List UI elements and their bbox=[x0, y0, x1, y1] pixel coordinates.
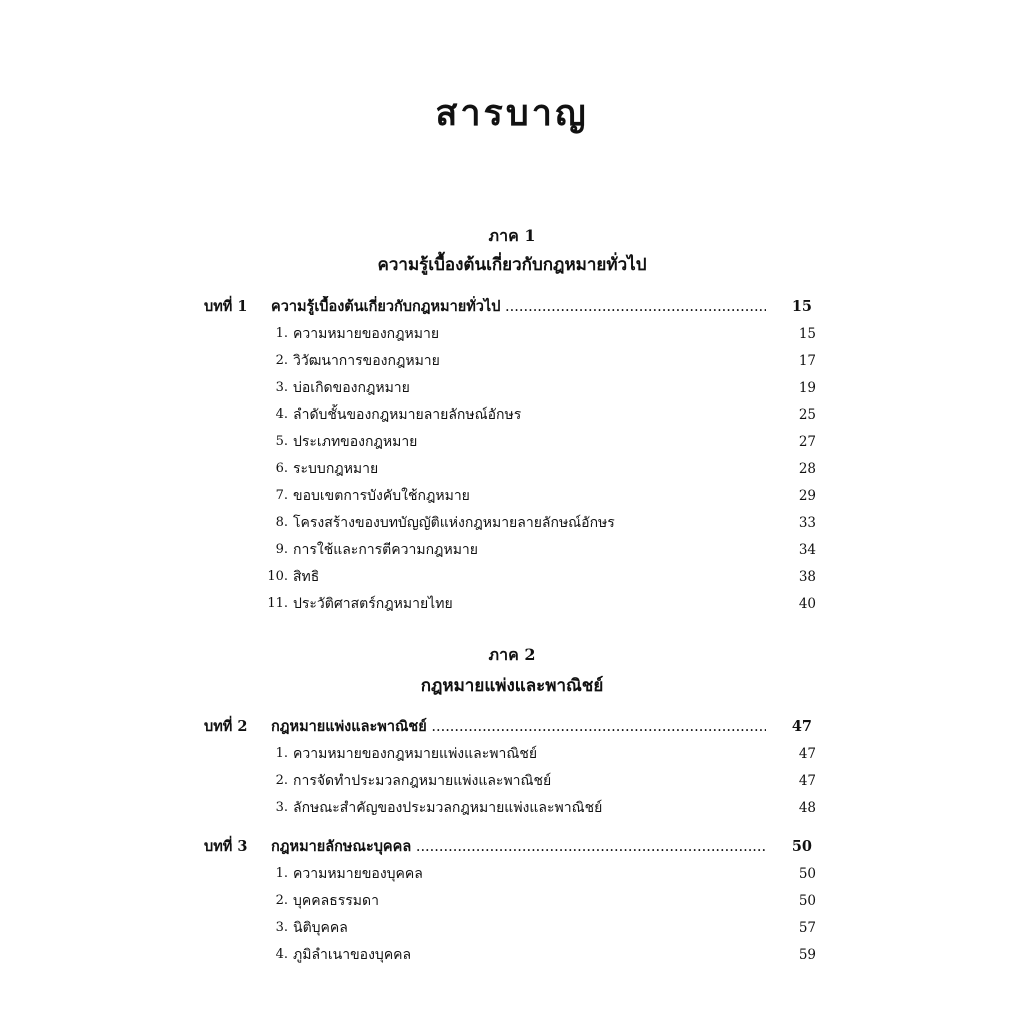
item-page: 33 bbox=[798, 515, 816, 531]
item-page: 47 bbox=[798, 746, 816, 762]
toc-item[interactable] bbox=[260, 566, 820, 588]
toc-item[interactable] bbox=[260, 539, 820, 561]
item-number: 8. bbox=[275, 515, 288, 530]
item-title: ขอบเขตการบังคับใช้กฎหมาย bbox=[293, 488, 470, 504]
chapter-3-page: 50 bbox=[791, 838, 812, 855]
item-title: ประเภทของกฎหมาย bbox=[293, 434, 418, 450]
item-title: การใช้และการตีความกฎหมาย bbox=[293, 542, 478, 558]
item-number: 3. bbox=[275, 380, 288, 395]
chapter-2-label: บทที่ 2 bbox=[204, 718, 248, 735]
item-title: ความหมายของกฎหมายแพ่งและพาณิชย์ bbox=[293, 746, 538, 762]
chapter-1-label: บทที่ 1 bbox=[204, 298, 248, 315]
item-number: 9. bbox=[275, 542, 288, 557]
chapter-3-label: บทที่ 3 bbox=[204, 838, 248, 855]
toc-item[interactable] bbox=[260, 350, 820, 372]
toc-item[interactable] bbox=[260, 890, 820, 912]
item-title: การจัดทำประมวลกฎหมายแพ่งและพาณิชย์ bbox=[293, 773, 552, 789]
item-page: 50 bbox=[798, 893, 816, 909]
item-title: สิทธิ bbox=[293, 569, 320, 585]
part-1-title: ความรู้เบื้องต้นเกี่ยวกับกฎหมายทั่วไป bbox=[377, 255, 647, 275]
item-number: 4. bbox=[275, 407, 288, 422]
item-title: นิติบุคคล bbox=[293, 920, 348, 936]
chapter-1-row[interactable] bbox=[204, 296, 824, 318]
item-page: 47 bbox=[798, 773, 816, 789]
item-page: 40 bbox=[798, 596, 816, 612]
chapter-2-row[interactable] bbox=[204, 716, 824, 738]
item-title: ลักษณะสำคัญของประมวลกฎหมายแพ่งและพาณิชย์ bbox=[293, 800, 603, 816]
toc-item[interactable] bbox=[260, 377, 820, 399]
toc-item[interactable] bbox=[260, 404, 820, 426]
toc-item[interactable] bbox=[260, 944, 820, 966]
toc-item[interactable] bbox=[260, 863, 820, 885]
part-1-label: ภาค 1 bbox=[488, 226, 536, 245]
item-page: 25 bbox=[798, 407, 816, 423]
item-number: 1. bbox=[275, 746, 288, 761]
item-number: 10. bbox=[267, 569, 288, 584]
item-number: 2. bbox=[275, 353, 288, 368]
item-page: 15 bbox=[798, 326, 816, 342]
item-title: ภูมิลำเนาของบุคคล bbox=[293, 947, 412, 963]
item-page: 57 bbox=[798, 920, 816, 936]
toc-item[interactable] bbox=[260, 485, 820, 507]
item-title: ความหมายของกฎหมาย bbox=[293, 326, 440, 342]
item-title: บุคคลธรรมดา bbox=[293, 893, 379, 909]
chapter-2-title: กฎหมายแพ่งและพาณิชย์ ..... bbox=[271, 716, 766, 738]
item-number: 2. bbox=[275, 773, 288, 788]
part-2-label: ภาค 2 bbox=[488, 645, 536, 664]
item-page: 50 bbox=[798, 866, 816, 882]
page-title: สารบาญ bbox=[435, 92, 589, 134]
item-page: 29 bbox=[798, 488, 816, 504]
toc-item[interactable] bbox=[260, 593, 820, 615]
item-number: 4. bbox=[275, 947, 288, 962]
toc-item[interactable] bbox=[260, 512, 820, 534]
chapter-1-page: 15 bbox=[791, 298, 812, 315]
item-page: 28 bbox=[798, 461, 816, 477]
toc-item[interactable] bbox=[260, 743, 820, 765]
chapter-1-title: ความรู้เบื้องต้นเกี่ยวกับกฎหมายทั่วไป ..... bbox=[271, 296, 766, 318]
item-number: 6. bbox=[275, 461, 288, 476]
item-page: 19 bbox=[798, 380, 816, 396]
item-number: 1. bbox=[275, 866, 288, 881]
toc-item[interactable] bbox=[260, 917, 820, 939]
item-number: 7. bbox=[275, 488, 288, 503]
item-page: 27 bbox=[798, 434, 816, 450]
item-number: 3. bbox=[275, 800, 288, 815]
toc-item[interactable] bbox=[260, 323, 820, 345]
item-title: บ่อเกิดของกฎหมาย bbox=[293, 380, 410, 396]
item-number: 1. bbox=[275, 326, 288, 341]
item-page: 34 bbox=[798, 542, 816, 558]
part-2-title: กฎหมายแพ่งและพาณิชย์ bbox=[420, 676, 604, 696]
item-number: 5. bbox=[275, 434, 288, 449]
chapter-3-title: กฎหมายลักษณะบุคคล ..... bbox=[271, 836, 766, 858]
item-number: 2. bbox=[275, 893, 288, 908]
chapter-2-page: 47 bbox=[791, 718, 812, 735]
item-title: ความหมายของบุคคล bbox=[293, 866, 423, 882]
item-page: 17 bbox=[798, 353, 816, 369]
toc-item[interactable] bbox=[260, 797, 820, 819]
item-number: 3. bbox=[275, 920, 288, 935]
item-title: ประวัติศาสตร์กฎหมายไทย bbox=[293, 596, 453, 612]
toc-item[interactable] bbox=[260, 770, 820, 792]
item-page: 48 bbox=[798, 800, 816, 816]
item-number: 11. bbox=[267, 596, 288, 611]
toc-item[interactable] bbox=[260, 431, 820, 453]
item-page: 59 bbox=[798, 947, 816, 963]
toc-item[interactable] bbox=[260, 458, 820, 480]
item-title: โครงสร้างของบทบัญญัติแห่งกฎหมายลายลักษณ์อักษร bbox=[293, 515, 615, 531]
chapter-3-row[interactable] bbox=[204, 836, 824, 858]
item-page: 38 bbox=[798, 569, 816, 585]
item-title: วิวัฒนาการของกฎหมาย bbox=[293, 353, 440, 369]
item-title: ระบบกฎหมาย bbox=[293, 461, 379, 477]
item-title: ลำดับชั้นของกฎหมายลายลักษณ์อักษร bbox=[293, 407, 522, 423]
